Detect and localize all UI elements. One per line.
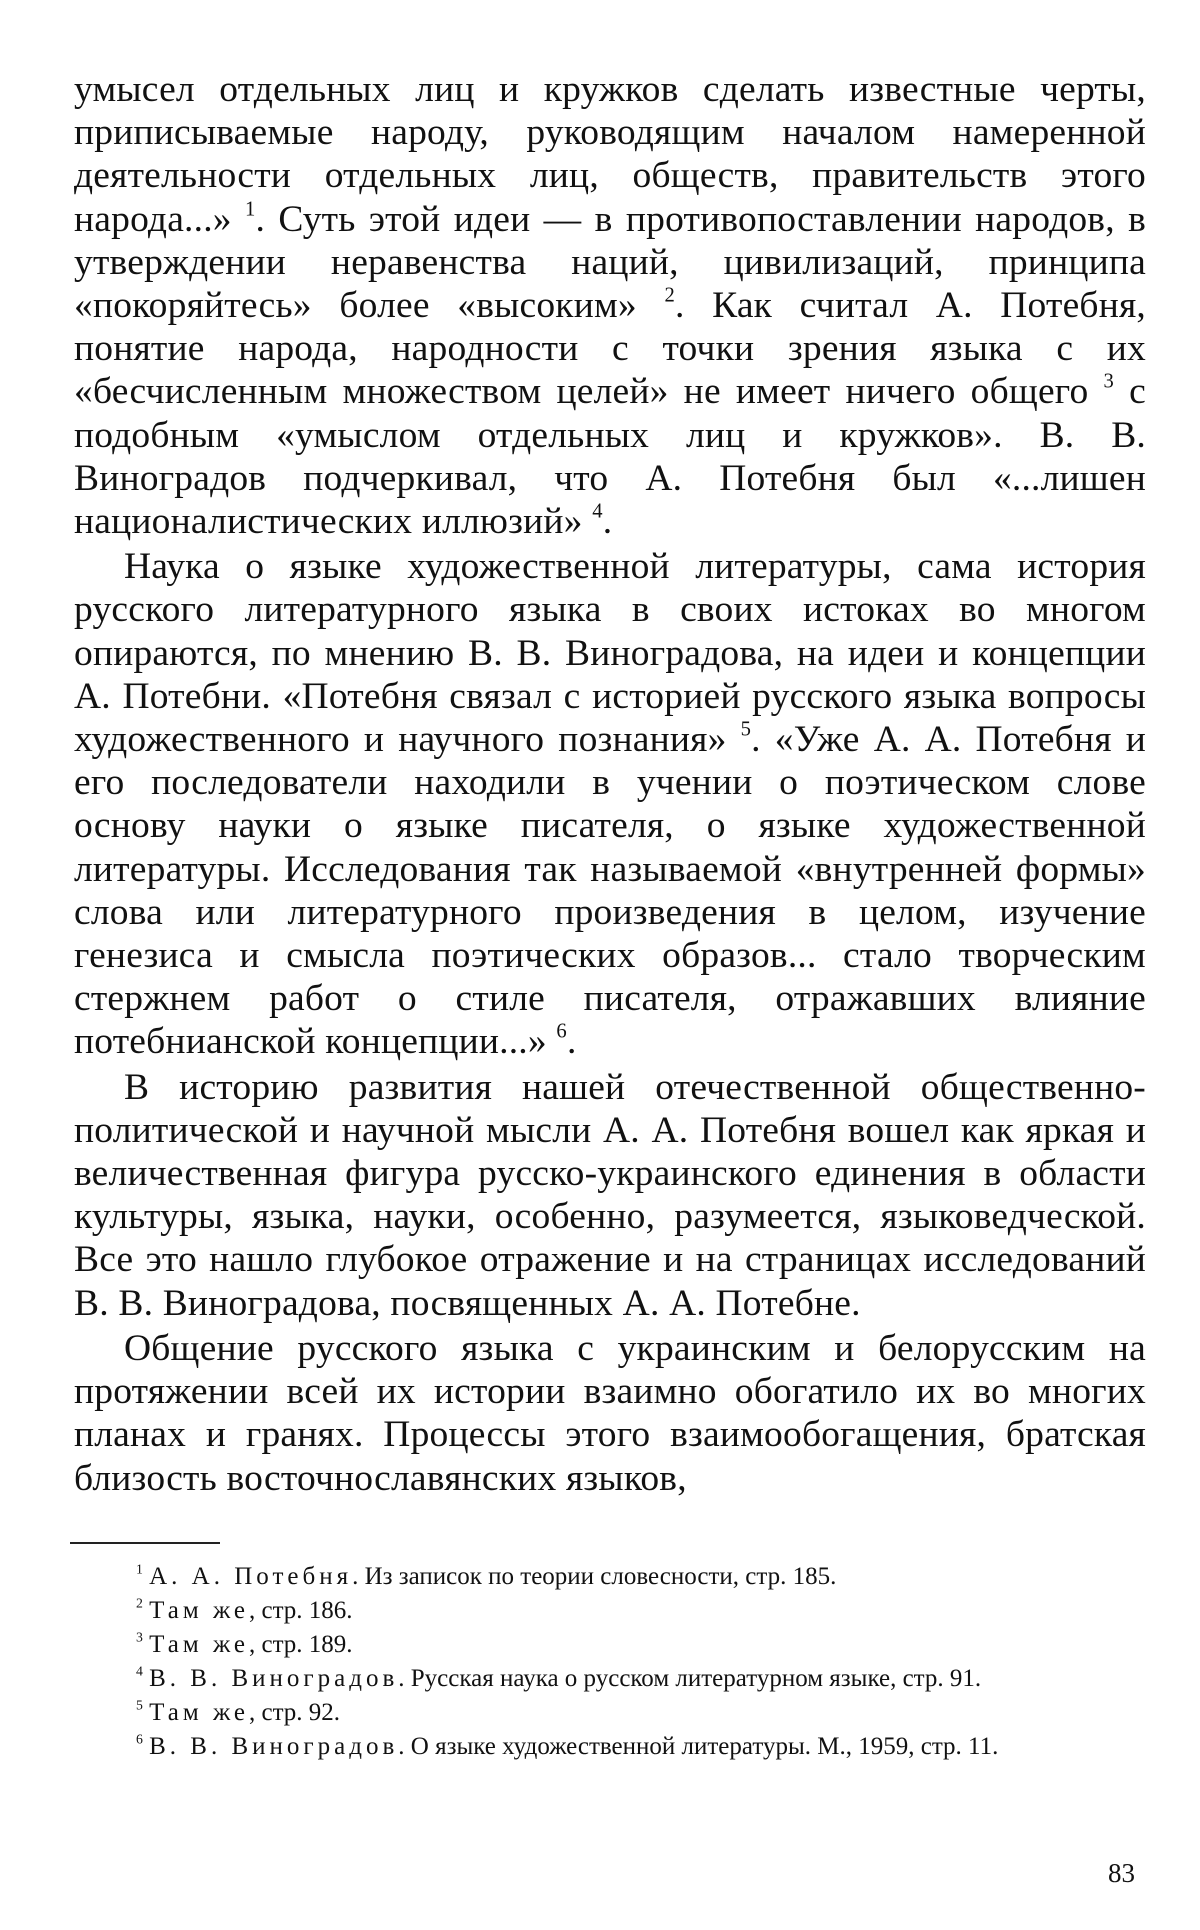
footnote-ref-4[interactable]: 4 (592, 500, 603, 523)
paragraph-2 (74, 545, 1146, 1063)
footnote-text: . Русская наука о русском литературном языке, стр. 91. (398, 1665, 982, 1692)
footnote-number: 2 (136, 1595, 143, 1611)
footnote-text: . О языке художественной литературы. М., 1959, стр. 11. (398, 1733, 999, 1760)
footnote-ref-3[interactable]: 3 (1103, 370, 1115, 393)
footnote-2 (74, 1594, 1146, 1628)
footnote-text: . Из записок по теории словесности, стр. 185. (352, 1563, 837, 1590)
footnote-author: В. В. Виноградов (149, 1665, 399, 1692)
text-run: . (602, 501, 613, 543)
footnote-text: , стр. 186. (248, 1597, 353, 1624)
text-run: . Как считал А. Потебня, понятие народа, народности с точки зрения языка с их «бесчисленным множеством целей» не имеет ничего общего (74, 285, 1146, 413)
text-run: . «Уже А. А. Потебня и его последователи находили в учении о поэтическом слове основу науки о языке писателя, о языке художественной литературы. Исследования так называемой «внутренней формы» слова или литературного произведения в целом, изучение генезиса и смысла поэтических образов... стало творческим стержнем работ о стиле писателя, отражавших влияние потебнианской концепции...» (74, 719, 1146, 1063)
text-run: Общение русского языка с украинским и белорусским на протяжении всей их истории взаимно обогатило их во многих планах и гранях. Процессы этого взаимообогащения, братская близость восточнославянских языков, (74, 1327, 1146, 1499)
footnote-author: Там же (149, 1699, 249, 1726)
text-run: В историю развития нашей отечественной общественно-политической и научной мысли А. А. Потебня вошел как яркая и величественная фигура русско-украинского единения в области культуры, языка, науки, особенно, разумеется, языковедческой. Все это нашло глубокое отражение и на страницах исследований В. В. Виноградова, посвященных А. А. Потебне. (74, 1066, 1146, 1324)
text-run: Наука о языке художественной литературы, сама история русского литературного языка в своих истоках во многом опираются, по мнению В. В. Виноградова, на идеи и концепции А. Потебни. «Потебня связал с историей русского языка вопросы художественного и научного познания» (74, 546, 1146, 761)
footnote-ref-2[interactable]: 2 (664, 284, 675, 307)
footnote-ref-6[interactable]: 6 (556, 1021, 567, 1043)
paragraph-4 (74, 1327, 1146, 1500)
footnote-text: , стр. 92. (248, 1699, 341, 1726)
page-number: 83 (1108, 1858, 1135, 1888)
paragraph-3 (74, 1066, 1146, 1325)
footnote-number: 4 (136, 1663, 143, 1679)
footnote-number: 3 (136, 1629, 143, 1645)
text-run: . (566, 1021, 577, 1063)
footnote-1 (74, 1560, 1146, 1594)
footnote-number: 1 (136, 1561, 143, 1577)
footnote-ref-5[interactable]: 5 (740, 718, 752, 741)
footnote-author: А. А. Потебня (149, 1563, 353, 1590)
footnote-number: 5 (136, 1697, 143, 1713)
footnote-3 (74, 1628, 1146, 1662)
text-run: . Суть этой идеи — в противопоставлении народов, в утверждении неравенства наций, цивилизаций, принципа «покоряйтесь» более «высоким» (74, 198, 1146, 327)
footnote-5 (74, 1696, 1146, 1730)
text-run: с подобным «умыслом отдельных лиц и кружков». В. В. Виноградов подчеркивал, что А. Потебня был «...лишен националистических иллюзий» (74, 371, 1147, 543)
footnote-number: 6 (136, 1731, 143, 1747)
main-text (74, 68, 1146, 1500)
footnote-text: , стр. 189. (248, 1631, 353, 1658)
footnote-author: Там же (149, 1631, 249, 1658)
footnote-ref-1[interactable]: 1 (245, 198, 256, 221)
paragraph-1 (74, 68, 1146, 543)
footnote-divider (70, 1542, 220, 1544)
footnote-6 (74, 1730, 1146, 1764)
footnote-author: Там же (149, 1597, 249, 1624)
footnotes (74, 1560, 1146, 1764)
text-run: умысел отдельных лиц и кружков сделать известные черты, приписываемые народу, руководящим началом намеренной деятельности отдельных лиц, обществ, правительств этого народа...» (74, 69, 1146, 240)
footnote-author: В. В. Виноградов (149, 1733, 399, 1760)
footnote-4 (74, 1662, 1146, 1696)
